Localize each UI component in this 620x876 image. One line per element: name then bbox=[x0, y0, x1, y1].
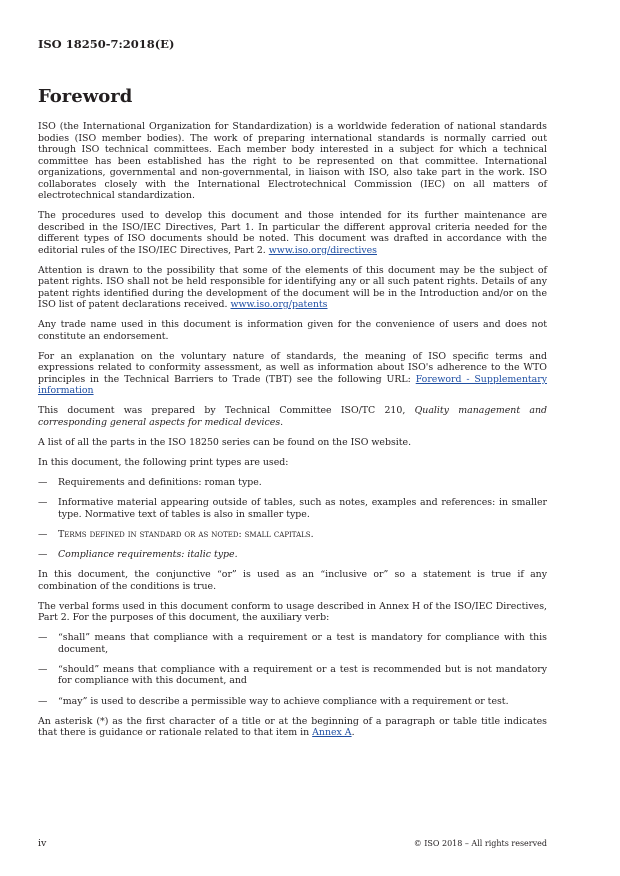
paragraph-trade-name: Any trade name used in this document is information given for the convenience of users and does not constitute an endorsement. bbox=[38, 319, 547, 342]
paragraph-print-types-intro: In this document, the following print types are used: bbox=[38, 457, 289, 469]
list-item-print-type bbox=[38, 477, 547, 489]
bullet-dash: — bbox=[38, 528, 48, 540]
bullet-dash: — bbox=[38, 695, 48, 707]
paragraph-voluntary-text: For an explanation on the voluntary nature of standards, the meaning of ISO specific terms and expressions related to conformity assessment, as well as information about ISO's adherence to the WTO principles in the Technical Barriers to Trade (TBT) see the following URL: bbox=[38, 350, 547, 385]
print-type-italic: Compliance requirements: italic type. bbox=[58, 549, 238, 561]
patents-link[interactable]: www.iso.org/patents bbox=[230, 299, 328, 311]
verbal-form-shall: “shall” means that compliance with a requirement or a test is mandatory for compliance with this document, bbox=[58, 632, 547, 655]
paragraph-committee-text: This document was prepared by Technical Committee ISO/TC 210, bbox=[38, 405, 406, 417]
document-identifier: ISO 18250-7:2018(E) bbox=[38, 37, 175, 51]
paragraph-asterisk-text: An asterisk (*) as the first character of a title or at the beginning of a paragraph or table title indicates that there is guidance or rationale related to that item in bbox=[38, 715, 547, 739]
paragraph-procedures-text: The procedures used to develop this document and those intended for its further maintenance are described in the ISO/IEC Directives, Part 1. In particular the different approval criteria needed for the different types of ISO documents should be noted. This document was drafted in accordance with the editorial rules of the ISO/IEC Directives, Part 2. bbox=[38, 210, 547, 256]
paragraph-patents bbox=[38, 265, 547, 311]
paragraph-parts-list: A list of all the parts in the ISO 18250 series can be found on the ISO website. bbox=[38, 437, 412, 449]
supplementary-info-link[interactable]: Foreword - Supplementary information bbox=[38, 373, 547, 397]
paragraph-procedures bbox=[38, 210, 547, 256]
paragraph-voluntary-nature bbox=[38, 351, 547, 397]
paragraph-asterisk bbox=[38, 716, 547, 739]
bullet-dash: — bbox=[38, 632, 48, 644]
verbal-form-should: “should” means that compliance with a requirement or a test is recommended but is not mandatory for compliance with this document, and bbox=[58, 663, 547, 687]
paragraph-committee-end: . bbox=[280, 416, 284, 428]
bullet-dash: — bbox=[38, 477, 48, 489]
list-item-verbal-form bbox=[38, 664, 547, 687]
page-title: Foreword bbox=[38, 86, 133, 107]
page-number: iv bbox=[38, 838, 47, 849]
paragraph-committee bbox=[38, 405, 547, 428]
list-item-print-type bbox=[38, 497, 547, 520]
list-item-verbal-form bbox=[38, 632, 547, 655]
list-item-print-type bbox=[38, 549, 547, 561]
bullet-dash: — bbox=[38, 663, 48, 675]
print-type-roman: Requirements and definitions: roman type. bbox=[58, 477, 262, 489]
directives-link[interactable]: www.iso.org/directives bbox=[268, 244, 377, 256]
copyright-notice: © ISO 2018 – All rights reserved bbox=[413, 839, 547, 848]
foreword-body bbox=[38, 121, 547, 739]
paragraph-patents-text: Attention is drawn to the possibility that some of the elements of this document may be the subject of patent rights. ISO shall not be held responsible for identifying any or all such patent rights. Details of any patent rights identified during the development of the document will be in the Introduction and/or on the ISO list of patent declarations received. bbox=[38, 264, 547, 311]
paragraph-asterisk-end: . bbox=[351, 727, 355, 739]
list-item-print-type bbox=[38, 529, 547, 541]
paragraph-iso-intro: ISO (the International Organization for Standardization) is a worldwide federation of national standards bodies (ISO member bodies). The work of preparing international standards is normally carried out through ISO technical committees. Each member body interested in a subject for which a technical committee has been established has the right to be represented on that committee. International organizations, governmental and non-governmental, in liaison with ISO, also take part in the work. ISO collaborates closely with the International Electrotechnical Commission (IEC) on all matters of electrotechnical standardization. bbox=[38, 121, 547, 201]
bullet-dash: — bbox=[38, 549, 48, 561]
verbal-form-may: “may” is used to describe a permissible way to achieve compliance with a requirement or test. bbox=[58, 695, 509, 707]
annex-a-link[interactable]: Annex A bbox=[312, 727, 352, 739]
bullet-dash: — bbox=[38, 497, 48, 509]
committee-name: Quality management and corresponding general aspects for medical devices bbox=[38, 405, 547, 428]
list-item-verbal-form bbox=[38, 696, 547, 708]
paragraph-inclusive-or: In this document, the conjunctive “or” is used as an “inclusive or” so a statement is true if any combination of the conditions is true. bbox=[38, 569, 547, 592]
paragraph-verbal-forms: The verbal forms used in this document conform to usage described in Annex H of the ISO/IEC Directives, Part 2. For the purposes of this document, the auxiliary verb: bbox=[38, 600, 547, 624]
print-type-informative: Informative material appearing outside of tables, such as notes, examples and references: in smaller type. Normative text of tables is also in smaller type. bbox=[58, 497, 547, 520]
print-type-small-caps: Terms defined in standard or as noted: small capitals. bbox=[58, 528, 314, 540]
